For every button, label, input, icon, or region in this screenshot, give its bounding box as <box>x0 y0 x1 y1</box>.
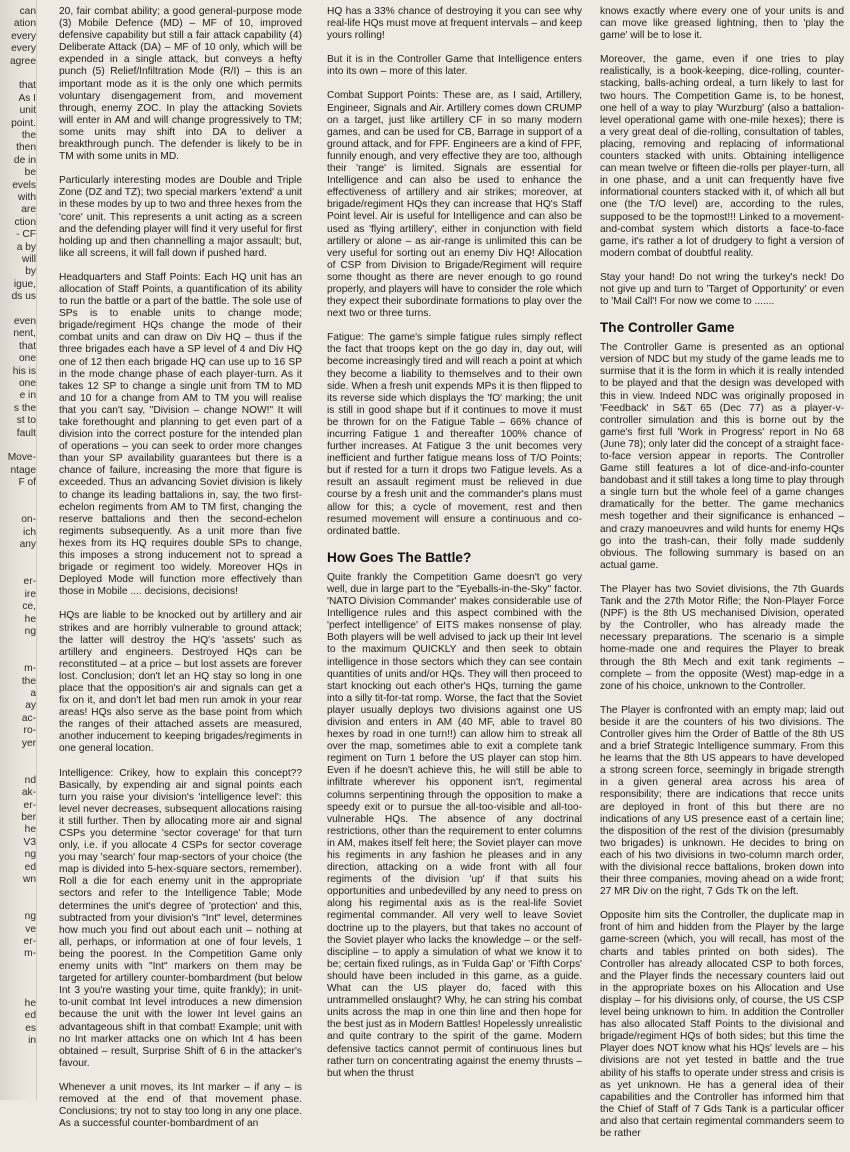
margin-fragment: m- <box>24 663 36 675</box>
margin-fragment: st to <box>16 415 36 427</box>
margin-fragment: even <box>13 316 36 327</box>
margin-fragment: Move- <box>7 452 36 464</box>
margin-fragment: ve <box>25 923 36 935</box>
margin-fragment: ng <box>24 849 36 861</box>
margin-fragment: point. <box>11 117 36 129</box>
margin-fragment: s the <box>13 402 36 414</box>
margin-fragment: er- <box>23 799 36 811</box>
margin-fragment: ich <box>22 526 36 538</box>
margin-fragment: er- <box>23 576 36 588</box>
margin-fragment: ce, <box>22 601 36 613</box>
margin-fragment: the <box>21 130 36 141</box>
paragraph: Moreover, the game, even if one tries to play realistically, is a book-keeping, dice-rolling, counter-stacking, balls-aching ordeal, a turn likely to last for two hours. The Competition Game is, to be honest, one hell of a way to play 'Wurzburg' (also a battalion-level operational game with one-mile hexes); there is a very great deal of die-rolling, consultation of tables, placing, removing and replacing of informational counters stacked with units. Obtaining intelligence can mean twelve or fifteen die-rolls per player-turn, all in one phase, and a unit can frequently have five informational counters stacked with it, of which all but one (the T/O level) are, according to the rules, supposed to be the topmost!!! Linked to a movement-and-combat system which distorts a face-to-face game, it's rather a lot of drudgery to fight a version of modern combat of doubtful reality. <box>600 54 844 259</box>
paragraph: HQs are liable to be knocked out by artillery and air strikes and are horribly vulnerable to ground attack; the latter will destroy the HQ's 'assets' such as artillery and engineers. Destroyed HQs can be reconstituted – at a price – but lost assets are forever lost. Conclusion; don't let an HQ stay so long in one place that the opposition's air and signals can get a fix on it, and don't let bad men run amok in your rear areas! HQs also serve as the base point from which the ranges of their attached assets are measured, another inducement to keeping brigades/regiments in one general location. <box>59 610 302 755</box>
paragraph: Particularly interesting modes are Double and Triple Zone (DZ and TZ); two special markers 'extend' a unit in these modes by up to two and three hexes from the 'core' unit. This represents a unit acting as a screen and the defending player will find it very useful for first holding up and then channelling a major assault; but, like all screens, it will fall down if pushed hard. <box>59 175 302 259</box>
margin-fragment: wn <box>22 874 36 885</box>
paragraph: The Controller Game is presented as an optional version of NDC but my study of the game leads me to surmise that it is the form in which it is really intended to be played and that the design was developed with this in view. Indeed NDC was originally proposed in 'Feedback' in S&T 65 (Dec 77) as a player-v-controller simulation and this is borne out by the game's first full 'Work in Progress' report in No 68 (June 78); only later did the concept of a straight face-to-face version appear in reports. The Controller Game still features a lot of dice-and-info-counter bandobast and it still takes a long time to play through a single turn but the whole feel of a game changes dramatically for the better. The game mechanics mesh together and their significance is enhanced – and crazy manoeuvres and wild hunts for enemy HQs go into the trash-can, their folly made suddenly obvious. The following summary is based on an actual game. <box>600 342 844 571</box>
margin-fragment: he <box>24 824 36 836</box>
margin-fragment: in <box>28 1035 36 1047</box>
margin-fragment: - CF <box>16 229 36 241</box>
paragraph: The Player is confronted with an empty map; laid out beside it are the counters of his two divisions. The Controller gives him the Order of Battle of the 8th US and a brief Strategic Intelligence summary. From this he learns that the 8th US appears to have developed a strong screen force, seemingly in brigade strength in a given general area across his area of responsibility; there are indications that recce units are deployed in front of this but there are no indications of any US presence east of a certain line; the disposition of the rest of the division (presumably two brigades) is unknown. He decides to bring on each of his two divisions in two-column march order, with the divisional recce battalions, broken down into their three companies, moving ahead on a wide front; 27 MR Div on the right, 7 Gds Tk on the left. <box>600 704 844 898</box>
margin-fragment: his is <box>12 365 36 377</box>
margin-fragment: V3 <box>23 836 36 848</box>
margin-fragment: ds us <box>11 291 36 303</box>
margin-fragment: he <box>24 998 36 1009</box>
margin-fragment: can <box>19 6 36 17</box>
margin-fragment: F of <box>18 477 36 489</box>
margin-fragment: ntage <box>10 464 36 476</box>
margin-fragment: As I <box>18 92 36 104</box>
paragraph: Combat Support Points: These are, as I said, Artillery, Engineer, Signals and Air. Artillery comes down CRUMP on a target, just like artillery CF in so many modern games, and can be used for CB, Barrage in support of a ground attack, and for FPF. Engineers are a kind of FPF, funnily enough, and very effective they are too, although their 'range' is limited. Signals are essential for Intelligence and can also be used to enhance the effectiveness of artillery and air strikes; moreover, at brigade/regiment HQs they can increase that HQ's Staff Point level. Air is useful for Intelligence and can also be used as 'flying artillery', either in conjunction with field artillery or alone – as air-range is unlimited this can be very useful for sorting out an enemy Div HQ! Allocation of CSP from Division to Brigade/Regiment will require some thought as there are never enough to go round properly, and players will have to consider the role which they expect their subordinate formations to play over the next two or three turns. <box>327 90 582 320</box>
paragraph: Fatigue: The game's simple fatigue rules simply reflect the fact that troops kept on the go day in, day out, will become increasingly tired and will reach a point at which they become a liability to themselves and to their own side. When a fresh unit expends MPs it is then flipped to its reverse side which displays the 'fO' marking; the unit is still in good shape but if it continues to move it must be thrown for on the Fatigue Table – 66% chance of incurring Fatigue 1 and thereafter 100% chance of further increases. At Fatigue 3 the unit becomes very inefficient and further fatigue means loss of T/O Points; but if rested for a turn it drops two Fatigue levels. As a result an assault regiment must be relieved in due course by a fresh unit and the commander's plans must allow for this; a cycle of movement, rest and then resumed movement will ensure a continuous and co-ordinated battle. <box>327 332 582 537</box>
paragraph: Whenever a unit moves, its Int marker – if any – is removed at the end of that movement phase. Conclusions; try not to stay too long in any one place. As a successful counter-bombardment of an <box>59 1081 302 1130</box>
margin-fragment: nd <box>24 774 36 786</box>
margin-fragment: ac- <box>21 712 36 724</box>
margin-fragment: igue, <box>13 278 36 290</box>
section-heading: The Controller Game <box>600 320 735 336</box>
margin-fragment: one <box>19 353 36 365</box>
column-3 <box>600 6 844 1152</box>
margin-fragment: one <box>19 378 36 389</box>
margin-fragment: de in <box>13 154 36 166</box>
paragraph: Intelligence: Crikey, how to explain this concept?? Basically, by expending air and signal points each turn you raise your division's 'intelligence level': this level never decreases, subsequent allocations raising it still further. Then by allocating more air and signal CSPs you determine 'sector coverage' for that turn only, i.e. if you allocate 4 CSPs for sector coverage you may 'search' four map-sectors of your choice (the map is divided into 5-hex-square sectors, remember). Roll a die for each enemy unit in the appropriate sectors and refer to the Intelligence Table; Mode determines the unit's degree of 'protection' and this, subtracted from your division's "Int" level, determines how much you find out about each unit – nothing at all, perhaps, or information at one of four levels, 1 being the poorest. In the Competition Game only enemy units with "Int" markers on them may be targeted for artillery counter-bombardment (but below Int 3 you're wasting your time, quite frankly); in unit-to-unit combat Int level introduces a new dimension because the unit with the lower Int level gains an advantageous shift in that combat! Example; unit with no Int marker attacks one on which Int 4 has been obtained – result, Surprise Shift of 6 in the attacker's favour. <box>59 767 302 1069</box>
margin-fragment: ber <box>21 812 36 823</box>
paragraph: Quite frankly the Competition Game doesn't go very well, due in large part to the "Eyeballs-in-the-Sky" factor. 'NATO Division Commander' makes considerable use of Intelligence rules and this aspect combined with the 'perfect intelligence' of EITS makes nonsense of play. Both players will be well advised to jack up their Int level to the maximum QUICKLY and then seek to obtain intelligence in those sectors which they can see contain quantities of units and/or HQs. They will then proceed to start knocking out each other's HQs, turning the game into a silly tit-for-tat romp. Worse, the fact that the Soviet player usually deploys two divisions against one US division and enters in AM (40 MF, able to travel 80 hexes by road in one turn!!) can allow him to streak all over the map, sometimes able to exit a complete tank regiment on Turn 1 before the US player can stop him. Even if he doesn't achieve this, he will still be able to infiltrate wherever his opponent isn't, regimental columns serpentining through the opposition to make a speedy exit or to pursue the all-too-visible and all-too-vulnerable HQs. The absence of any doctrinal restrictions, other than the requirement to enter columns in AM, makes itself felt here; the Soviet player can move his regiments in any fashion he pleases and in any direction, attacking on a wide front with all four regiments of the division 'up' if that suits his opportunities and unbedevilled by any need to press on along his regimental axis as is the real-life Soviet regimental commander. All very well to leave Soviet doctrine up to the players, but that takes no account of the Soviet player who lacks the knowledge – or the self-discipline – to apply a simulation of what we know it to be; certain fixed rulings, as in 'Fulda Gap' or 'Fifth Corps' should have been included in this game, as a guide. What can the US player do, faced with this untrammelled onslaught? Why, he can string his combat units across the map in one thin line and then hope for the best just as in Modern Battles! Hopelessly unrealistic and quite contrary to the spirit of the game. Modern defensive tactics cannot permit of continuous lines but rather turn on concentrating against the enemy thrusts – but when the thrust <box>327 571 582 1079</box>
margin-fragment: will <box>21 254 36 265</box>
margin-fragment: by <box>25 266 36 278</box>
paragraph: Stay your hand! Do not wring the turkey's neck! Do not give up and turn to 'Target of Opportunity' or even to 'Mail Call'! For now we come to ....... <box>600 271 844 308</box>
margin-fragment: that <box>19 80 36 92</box>
paragraph: HQ has a 33% chance of destroying it you can see why real-life HQs must move at frequent intervals – and keep yours rolling! <box>327 6 582 42</box>
paragraph: The Player has two Soviet divisions, the 7th Guards Tank and the 27th Motor Rifle; the Non-Player Force (NPF) is the 8th US mechanised Division, operated by the Controller, who has already made the necessary preparations. The scenario is a simple home-made one and requires the Player to break through the 8th Mech and exit tank regiments – complete – from the opposite (West) map-edge in a zone of his choice, unknown to the Controller. <box>600 583 844 692</box>
margin-fragment: then <box>16 142 36 154</box>
column-2 <box>327 6 582 1092</box>
margin-fragment: yer <box>21 737 36 749</box>
margin-fragment: on- <box>21 514 36 526</box>
margin-fragment: ction <box>14 216 36 228</box>
margin-fragment: ng <box>24 626 36 637</box>
margin-fragment: that <box>19 340 36 352</box>
margin-fragment: ire <box>24 588 36 600</box>
paragraph: But it is in the Controller Game that Intelligence enters into its own – more of this later. <box>327 54 582 78</box>
margin-fragment: ak- <box>21 787 36 799</box>
margin-fragment: a by <box>16 241 36 253</box>
margin-fragment: be <box>24 167 36 179</box>
margin-fragment: ation <box>13 18 36 30</box>
section-heading: How Goes The Battle? <box>327 549 472 565</box>
margin-fragment: are <box>21 204 36 216</box>
column-1 <box>59 6 302 1142</box>
margin-fragment: every <box>11 30 36 42</box>
margin-fragment: agree <box>9 55 36 67</box>
margin-fragment: he <box>24 613 36 625</box>
margin-fragment: with <box>17 192 36 203</box>
margin-fragment: ro- <box>23 725 36 737</box>
margin-fragment: a <box>30 688 36 699</box>
margin-fragment: evels <box>12 179 36 191</box>
paragraph: knows exactly where every one of your units is and can move like greased lightning, then to 'play the game' will be to lose it. <box>600 6 844 42</box>
margin-fragment: es <box>25 1022 36 1034</box>
margin-fragment: ed <box>24 861 36 873</box>
margin-fragment: the <box>21 675 36 687</box>
margin-fragment: nent, <box>13 328 36 340</box>
margin-fragment: any <box>19 539 36 551</box>
margin-fragment: unit <box>19 105 36 117</box>
paragraph: Opposite him sits the Controller, the duplicate map in front of him and hidden from the Player by the large game-screen (which, you will recall, has most of the charts and tables printed on both sides). The Controller has already allocated CSP to both forces, and the Player finds the necessary counters laid out in the appropriate boxes on his Allocation and Use display – for his divisions only, of course, the US CSP level being unknown to him. In addition the Controller has also allocated Staff Points to the divisional and brigade/regiment HQs of both sides; but this time the Player does NOT know what his HQs' levels are – his divisions are not yet tested in battle and the true ability of his staffs to operate under stress and crisis is as yet unknown. He has a general idea of their capabilities and the Controller has informed him that the Chief of Staff of 7 Gds Tank is a particular officer and also that certain regimental commanders seem to be rather <box>600 910 844 1139</box>
margin-fragment: m- <box>24 948 36 960</box>
margin-fragment: e in <box>19 390 36 402</box>
paragraph: Headquarters and Staff Points: Each HQ unit has an allocation of Staff Points, a quantification of its ability to run the battle or a part of the battle. The sole use of SPs is to enable units to change mode; brigade/regiment HQs change the mode of their combat units and can draw on Div HQ – thus if the three brigades each have a SP level of 4 and Div HQ one of 12 then each brigade HQ can use up to 16 SP in the mode change phase of each player-turn. As it takes 12 SP to change a single unit from TM to MD and 10 for a change from AM to TM you will realise that you can't say, "Division – change NOW!" It will take forethought and planning to get even part of a division into the correct posture for the intended plan of operations – you can seek to order more changes than your SP availability guarantees but there is a chance of failure, increasing the more that figure is exceeded. Thus an advancing Soviet division is likely to change its leading battalions in, say, the two first-echelon regiments from AM to TM first, changing the reserve battalions and then the second-echelon regiments subsequently. As a unit more than five hexes from its HQ requires double SPs to change, this imposes a strong inducement not to spread a brigade or regiment too widely. Moreover HQs in Deployed Mode will function more effectively than those in Mobile .... decisions, decisions! <box>59 271 302 598</box>
margin-fragment: ay <box>25 700 36 712</box>
margin-fragment: ed <box>24 1010 36 1022</box>
margin-fragment: every <box>11 43 36 55</box>
margin-fragment: ng <box>24 911 36 923</box>
paragraph: 20, fair combat ability; a good general-purpose mode (3) Mobile Defence (MD) – MF of 10, improved defensive capability but still a fair attack capability (4) Deliberate Attack (DA) – MF of 10 only, which will be expended in a single attack, but conveys a hefty punch (5) Relief/Infiltration Mode (R/I) – this is an important mode as it is the only one which permits voluntary disengagement from, and movement through, enemy ZOC. In play the attacking Soviets will enter in AM and will change progressively to TM; some units may shift into DA to deliver a breakthrough punch. The defender is likely to be in TM with some units in MD. <box>59 6 302 163</box>
margin-fragment: er- <box>23 936 36 947</box>
margin-fragment: fault <box>16 427 36 439</box>
